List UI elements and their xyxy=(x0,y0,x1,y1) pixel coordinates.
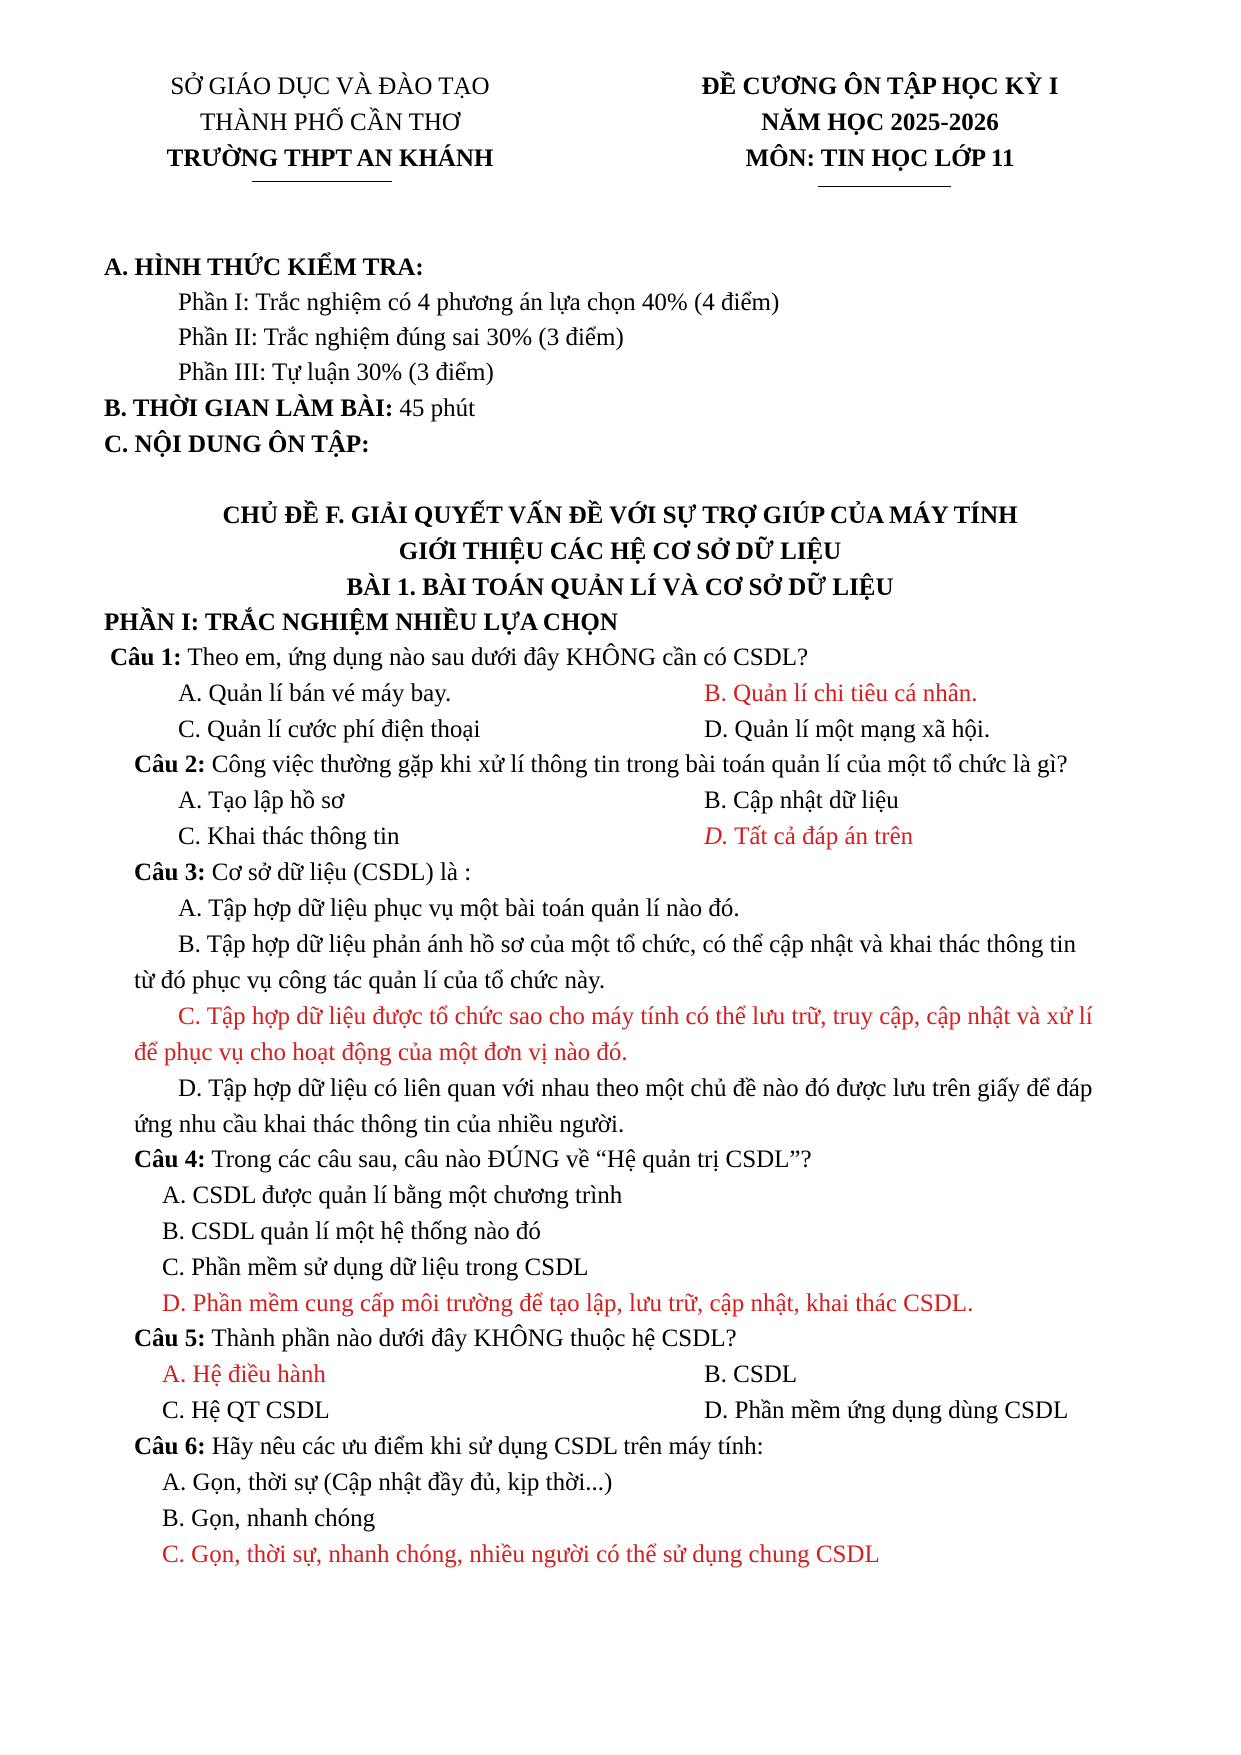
section-a-item: Phần I: Trắc nghiệm có 4 phương án lựa chọn 40% (4 điểm) xyxy=(178,289,780,316)
question-2 xyxy=(134,748,1068,782)
header-subject: MÔN: TIN HỌC LỚP 11 xyxy=(745,145,1015,172)
topic-subtitle: GIỚI THIỆU CÁC HỆ CƠ SỞ DỮ LIỆU xyxy=(398,538,842,565)
option-b-answer: B. Quản lí chi tiêu cá nhân. xyxy=(704,680,978,707)
option-d: D. Quản lí một mạng xã hội. xyxy=(704,716,991,743)
topic-title: CHỦ ĐỀ F. GIẢI QUYẾT VẤN ĐỀ VỚI SỰ TRỢ GIÚP CỦA MÁY TÍNH xyxy=(222,502,1018,529)
header-department: SỞ GIÁO DỤC VÀ ĐÀO TẠO xyxy=(170,73,490,100)
option-letter: D. xyxy=(704,823,729,850)
option-text: Tất cả đáp án trên xyxy=(728,823,914,850)
header-doc-title: ĐỀ CƯƠNG ÔN TẬP HỌC KỲ I xyxy=(701,73,1059,100)
header-right-underline xyxy=(818,186,951,187)
option-a-answer: A. Hệ điều hành xyxy=(162,1361,326,1388)
question-text: Công việc thường gặp khi xử lí thông tin trong bài toán quản lí của một tổ chức là gì? xyxy=(205,751,1068,778)
question-6 xyxy=(134,1430,764,1464)
header-school: TRƯỜNG THPT AN KHÁNH xyxy=(166,145,494,172)
question-1 xyxy=(110,641,808,675)
option-d-line-1: D. Tập hợp dữ liệu có liên quan với nhau theo một chủ đề nào đó được lưu trên giấy để đáp xyxy=(178,1075,1093,1102)
option-a: A. Tạo lập hồ sơ xyxy=(178,787,345,814)
question-label: Câu 6: xyxy=(134,1433,206,1460)
option-c: C. Phần mềm sử dụng dữ liệu trong CSDL xyxy=(162,1254,589,1281)
question-label: Câu 2: xyxy=(134,751,206,778)
option-c-answer: C. Gọn, thời sự, nhanh chóng, nhiều người có thể sử dụng chung CSDL xyxy=(162,1541,880,1568)
question-5 xyxy=(134,1322,737,1356)
section-b-value: 45 phút xyxy=(393,395,476,422)
header-city: THÀNH PHỐ CẦN THƠ xyxy=(200,109,460,136)
question-text: Cơ sở dữ liệu (CSDL) là : xyxy=(205,859,472,886)
lesson-title: BÀI 1. BÀI TOÁN QUẢN LÍ VÀ CƠ SỞ DỮ LIỆU xyxy=(346,574,894,601)
section-a-item: Phần III: Tự luận 30% (3 điểm) xyxy=(178,359,494,386)
option-c: C. Hệ QT CSDL xyxy=(162,1397,330,1424)
option-a: A. Tập hợp dữ liệu phục vụ một bài toán quản lí nào đó. xyxy=(178,895,740,922)
question-text: Hãy nêu các ưu điểm khi sử dụng CSDL trên máy tính: xyxy=(205,1433,764,1460)
section-a-title: A. HÌNH THỨC KIỂM TRA: xyxy=(104,254,424,281)
section-b-title: B. THỜI GIAN LÀM BÀI: xyxy=(104,395,394,422)
option-a: A. Gọn, thời sự (Cập nhật đầy đủ, kịp thời...) xyxy=(162,1469,613,1496)
part-1-title: PHẦN I: TRẮC NGHIỆM NHIỀU LỰA CHỌN xyxy=(104,609,618,636)
option-c: C. Quản lí cước phí điện thoại xyxy=(178,716,481,743)
option-c-answer-line-2: để phục vụ cho hoạt động của một đơn vị nào đó. xyxy=(134,1039,628,1066)
question-text: Thành phần nào dưới đây KHÔNG thuộc hệ CSDL? xyxy=(205,1325,737,1352)
option-a: A. CSDL được quản lí bằng một chương trình xyxy=(162,1182,623,1209)
option-b: B. Cập nhật dữ liệu xyxy=(704,787,899,814)
option-b-line-1: B. Tập hợp dữ liệu phản ánh hồ sơ của một tổ chức, có thể cập nhật và khai thác thông tin xyxy=(178,931,1076,958)
option-a: A. Quản lí bán vé máy bay. xyxy=(178,680,452,707)
option-d-answer: D. Phần mềm cung cấp môi trường để tạo lập, lưu trữ, cập nhật, khai thác CSDL. xyxy=(162,1290,974,1317)
option-d-answer xyxy=(704,820,913,854)
question-label: Câu 5: xyxy=(134,1325,206,1352)
question-4 xyxy=(134,1143,812,1177)
question-label: Câu 3: xyxy=(134,859,206,886)
question-text: Theo em, ứng dụng nào sau dưới đây KHÔNG cần có CSDL? xyxy=(181,644,809,671)
option-b-line-2: từ đó phục vụ công tác quản lí của tổ chức này. xyxy=(134,967,606,994)
option-b: B. CSDL quản lí một hệ thống nào đó xyxy=(162,1218,541,1245)
question-label: Câu 4: xyxy=(134,1146,206,1173)
question-3 xyxy=(134,856,471,890)
question-label: Câu 1: xyxy=(110,644,182,671)
option-b: B. Gọn, nhanh chóng xyxy=(162,1505,376,1532)
header-left-underline xyxy=(252,181,392,182)
option-c: C. Khai thác thông tin xyxy=(178,823,400,850)
option-d-line-2: ứng nhu cầu khai thác thông tin của nhiều người. xyxy=(134,1111,625,1138)
section-c-title: C. NỘI DUNG ÔN TẬP: xyxy=(104,431,370,458)
question-text: Trong các câu sau, câu nào ĐÚNG về “Hệ quản trị CSDL”? xyxy=(205,1146,812,1173)
option-b: B. CSDL xyxy=(704,1361,798,1388)
section-b-line xyxy=(104,392,475,426)
header-school-year: NĂM HỌC 2025-2026 xyxy=(761,109,999,136)
option-d: D. Phần mềm ứng dụng dùng CSDL xyxy=(704,1397,1069,1424)
section-a-item: Phần II: Trắc nghiệm đúng sai 30% (3 điểm) xyxy=(178,324,624,351)
option-c-answer-line-1: C. Tập hợp dữ liệu được tổ chức sao cho máy tính có thể lưu trữ, truy cập, cập nhật và xử lí xyxy=(178,1003,1093,1030)
